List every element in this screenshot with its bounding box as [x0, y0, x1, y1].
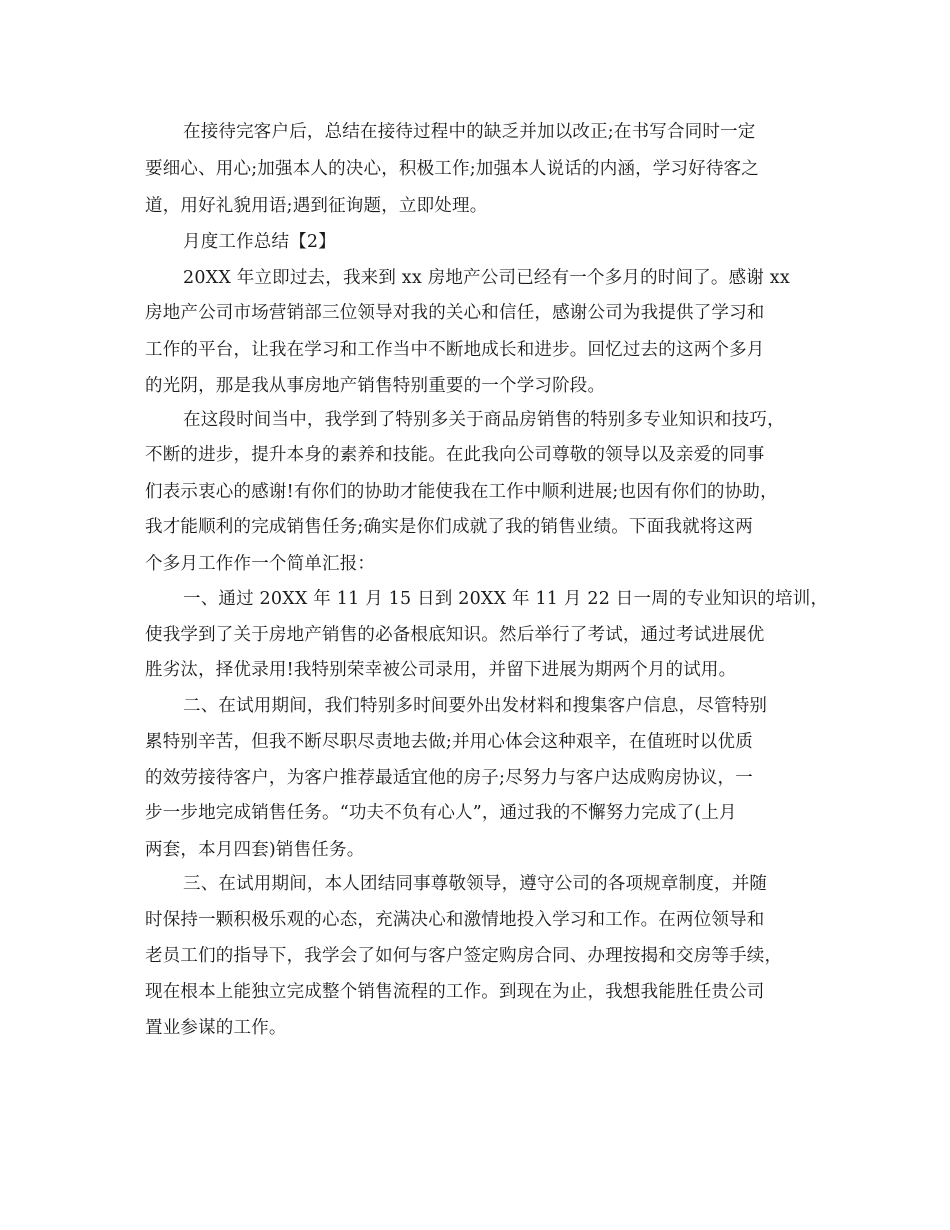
text-line: 我才能顺利的完成销售任务;确实是你们成就了我的销售业绩。下面我就将这两: [145, 517, 753, 537]
text-line: 房地产公司市场营销部三位领导对我的关心和信任，感谢公司为我提供了学习和: [145, 303, 765, 323]
text-line: 时保持一颗积极乐观的心态，充满决心和激情地投入学习和工作。在两位领导和: [145, 910, 765, 930]
text-line: 三、在试用期间，本人团结同事尊敬领导，遵守公司的各项规章制度，并随: [183, 874, 768, 894]
text-line: 在这段时间当中，我学到了特别多关于商品房销售的特别多专业知识和技巧，: [183, 410, 785, 430]
text-line: 个多月工作作一个简单汇报：: [145, 554, 376, 574]
text-line: 胜劣汰，择优录用!我特别荣幸被公司录用，并留下进展为期两个月的试用。: [145, 660, 737, 680]
text-line: 20XX 年立即过去，我来到 xx 房地产公司已经有一个多月的时间了。感谢 xx: [183, 268, 790, 288]
text-line: 的光阴，那是我从事房地产销售特别重要的一个学习阶段。: [145, 376, 606, 396]
text-line: 现在根本上能独立完成整个销售流程的工作。到现在为止，我想我能胜任贵公司: [145, 982, 765, 1002]
text-line: 道，用好礼貌用语;遇到征询题，立即处理。: [145, 196, 488, 216]
text-line: 在接待完客户后，总结在接待过程中的缺乏并加以改正;在书写合同时一定: [183, 122, 756, 142]
text-line: 一、通过 20XX 年 11 月 15 日到 20XX 年 11 月 22 日一周的专业知识的培训，: [183, 589, 829, 609]
text-line: 老员工们的指导下，我学会了如何与客户签定购房合同、办理按揭和交房等手续，: [145, 946, 783, 966]
text-line: 的效劳接待客户，为客户推荐最适宜他的房子;尽努力与客户达成购房协议，一: [145, 768, 753, 788]
text-line: 要细心、用心;加强本人的决心，积极工作;加强本人说话的内涵，学习好待客之: [145, 159, 759, 179]
text-line: 工作的平台，让我在学习和工作当中不断地成长和进步。回忆过去的这两个多月: [145, 340, 765, 360]
text-line: 们表示衷心的感谢!有你们的协助才能使我在工作中顺利进展;也因有你们的协助，: [145, 482, 778, 502]
text-line: 置业参谋的工作。: [145, 1018, 287, 1038]
text-line: 使我学到了关于房地产销售的必备根底知识。然后举行了考试，通过考试进展优: [145, 625, 765, 645]
text-line: 步一步地完成销售任务。“功夫不负有心人”，通过我的不懈努力完成了(上月: [145, 803, 737, 823]
text-line: 不断的进步，提升本身的素养和技能。在此我向公司尊敬的领导以及亲爱的同事: [145, 445, 765, 465]
text-line: 累特别辛苦，但我不断尽职尽责地去做;并用心体会这种艰辛，在值班时以优质: [145, 732, 753, 752]
text-line: 二、在试用期间，我们特别多时间要外出发材料和搜集客户信息，尽管特别: [183, 696, 768, 716]
section-heading: 月度工作总结【2】: [183, 232, 336, 252]
text-line: 两套，本月四套)销售任务。: [145, 840, 365, 860]
